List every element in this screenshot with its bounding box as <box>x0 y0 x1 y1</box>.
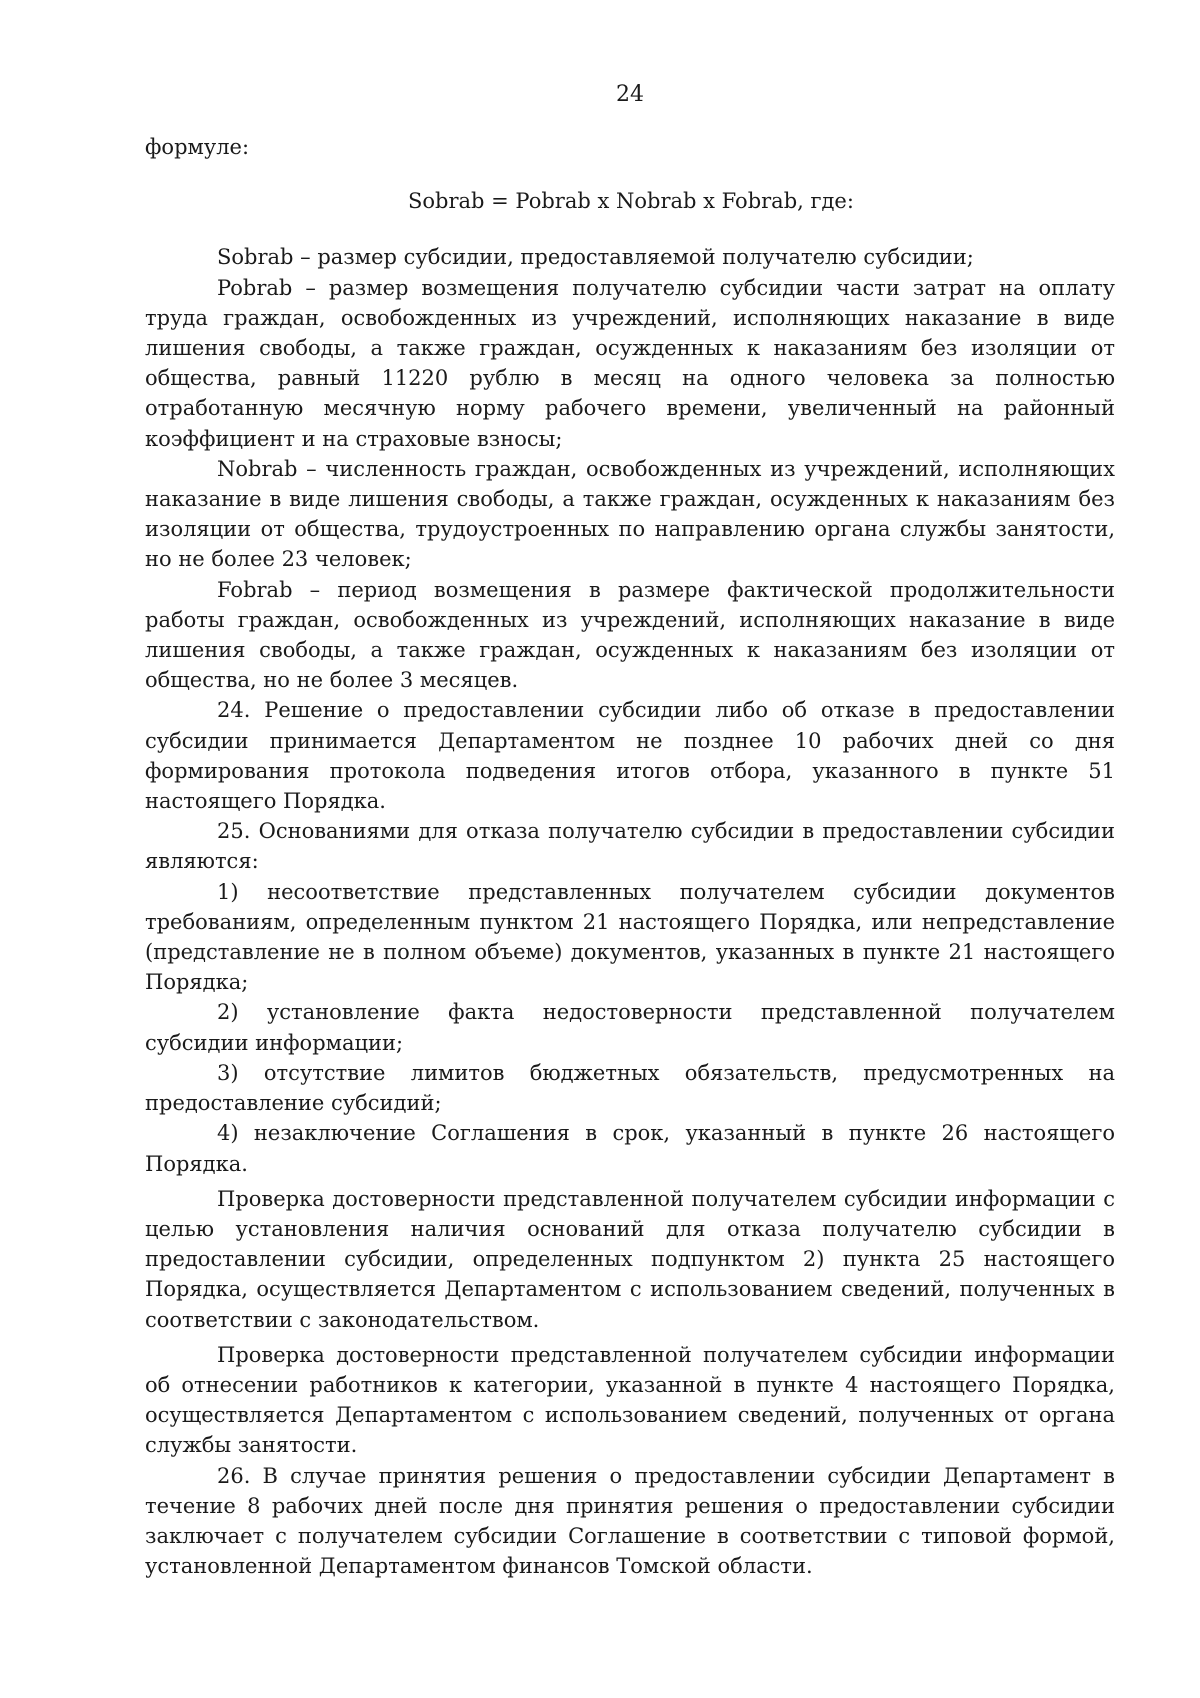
verification-paragraph-2: Проверка достоверности представленной получателем субсидии информации об отнесении работников к категории, указанной в пункте 4 настоящего Порядка, осуществляется Департаментом с использованием сведений, полученных от органа службы занятости. <box>145 1342 1115 1458</box>
clause-25-item-2: 2) установление факта недостоверности представленной получателем субсидии информации; <box>145 1000 1115 1055</box>
definition-fobrab: Fobrab – период возмещения в размере фактической продолжительности работы граждан, освобожденных из учреждений, исполняющих наказание в виде лишения свободы, а также граждан, осужденных к наказаниям без изоляции от общества, но не более 3 месяцев. <box>145 577 1115 693</box>
clause-25-item-1: 1) несоответствие представленных получателем субсидии документов требованиям, определенным пунктом 21 настоящего Порядка, или непредставление (представление не в полном объеме) документов, указанных в пункте 21 настоящего Порядка; <box>145 879 1115 995</box>
clause-25: 25. Основаниями для отказа получателю субсидии в предоставлении субсидии являются: <box>145 819 1115 874</box>
clause-26: 26. В случае принятия решения о предоставлении субсидии Департамент в течение 8 рабочих дней после дня принятия решения о предоставлении субсидии заключает с получателем субсидии Соглашение в соответствии с типовой формой, установленной Департаментом финансов Томской области. <box>145 1463 1115 1579</box>
definition-nobrab: Nobrab – численность граждан, освобожденных из учреждений, исполняющих наказание в виде лишения свободы, а также граждан, осужденных к наказаниям без изоляции от общества, трудоустроенных по направлению органа службы занятости, но не более 23 человек; <box>145 456 1115 572</box>
document-body <box>145 132 1115 1581</box>
page-number: 24 <box>616 82 644 107</box>
clause-25-item-4: 4) незаключение Соглашения в срок, указанный в пункте 26 настоящего Порядка. <box>145 1121 1115 1176</box>
definition-sobrab: Sobrab – размер субсидии, предоставляемой получателю субсидии; <box>217 245 974 270</box>
verification-paragraph-1: Проверка достоверности представленной получателем субсидии информации с целью установления наличия оснований для отказа получателю субсидии в предоставлении субсидии, определенных подпунктом 2) пункта 25 настоящего Порядка, осуществляется Департаментом с использованием сведений, полученных в соответствии с законодательством. <box>145 1186 1115 1332</box>
lead-text: формуле: <box>145 135 250 159</box>
clause-24: 24. Решение о предоставлении субсидии либо об отказе в предоставлении субсидии принимается Департаментом не позднее 10 рабочих дней со дня формирования протокола подведения итогов отбора, указанного в пункте 51 настоящего Порядка. <box>145 698 1115 814</box>
document-page <box>145 0 1115 1698</box>
definition-pobrab: Pobrab – размер возмещения получателю субсидии части затрат на оплату труда граждан, освобожденных из учреждений, исполняющих наказание в виде лишения свободы, а также граждан, осужденных к наказаниям без изоляции от общества, равный 11220 рублю в месяц на одного человека за полностью отработанную месячную норму рабочего времени, увеличенный на районный коэффициент и на страховые взносы; <box>145 275 1115 451</box>
formula: Sobrab = Pobrab x Nobrab x Fobrab, где: <box>408 189 854 214</box>
clause-25-item-3: 3) отсутствие лимитов бюджетных обязательств, предусмотренных на предоставление субсидий; <box>145 1060 1115 1116</box>
